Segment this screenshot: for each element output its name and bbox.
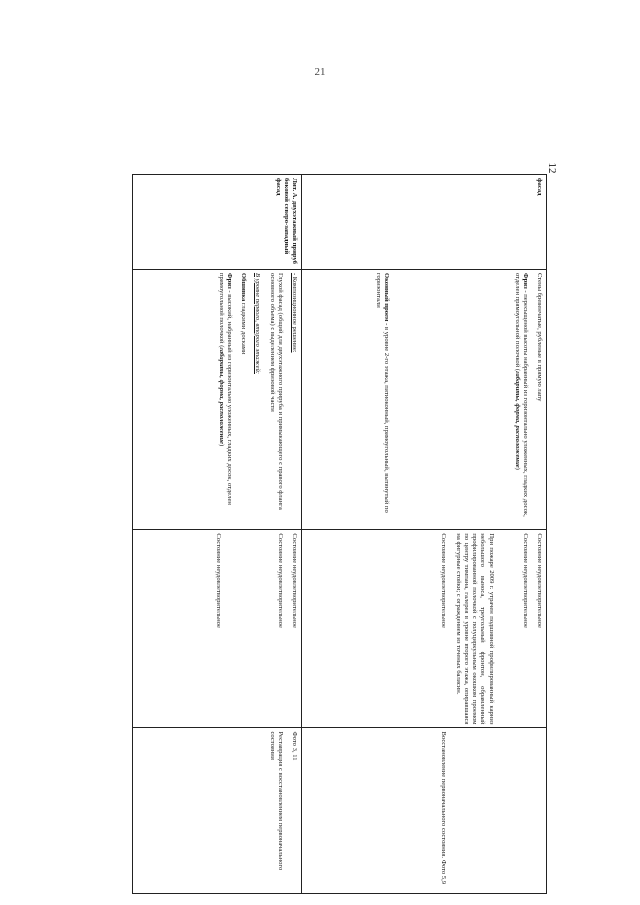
description-cell bbox=[302, 269, 547, 529]
rotated-table-container bbox=[132, 174, 547, 894]
description-text bbox=[374, 273, 390, 526]
condition-text: Состояние неудовлетворительное bbox=[536, 533, 543, 628]
table-row bbox=[302, 175, 547, 894]
recommendation-text: Реставрация с восстановлением первоначального состояния bbox=[268, 731, 284, 871]
term-bold: Фриз bbox=[225, 272, 233, 289]
term-text: - в уровне 2-го этажа, пятиоконный, прямоугольный, вытянутый по горизонтали bbox=[375, 272, 391, 513]
description-text: В уровне первого, второго этажей: bbox=[254, 272, 262, 374]
term-italic: габариты, форма, расположение bbox=[217, 347, 225, 444]
term-text: ) bbox=[217, 443, 225, 447]
rotated-table-wrapper bbox=[132, 174, 547, 894]
condition-text: Состояние неудовлетворительное bbox=[276, 533, 284, 628]
element-name-cell: Лит. А. двухэтажный прируб боковой северо-западный фасад bbox=[133, 175, 302, 270]
term-text: - пересыщеной высоты набранный из горизонтально уложенных, гладких досок, отделен прямоугольной полочкой ( bbox=[513, 272, 529, 517]
description-text: Глухой фасад (общий для двухэтажного прируба и примыкающего с правого фланга основного объема) с выделением фризовой части bbox=[268, 272, 284, 510]
condition-text: Состояние неудовлетворительное bbox=[440, 533, 448, 628]
description-text bbox=[512, 273, 528, 526]
element-name-cell: фасад bbox=[302, 175, 547, 270]
condition-cell bbox=[302, 530, 547, 728]
page-number: 21 bbox=[314, 66, 326, 78]
condition-text: Состояние неудовлетворительное bbox=[521, 533, 529, 628]
table-row bbox=[133, 175, 302, 894]
condition-text: Состояние неудовлетворительное bbox=[214, 533, 222, 628]
term-text: гладкими досками bbox=[240, 301, 248, 355]
heritage-assessment-table bbox=[132, 174, 547, 894]
term-text: - высокий, набранный из горизонтально уложенных, гладких досок, отделен прямоугольной полочкой ( bbox=[217, 272, 233, 505]
term-bold: Обшивка bbox=[240, 272, 248, 302]
term-text: ) bbox=[513, 467, 521, 470]
term-bold: Фриз bbox=[521, 272, 529, 289]
side-page-number: 12 bbox=[546, 162, 558, 174]
term-bold: Оконный проем bbox=[383, 272, 391, 322]
recommendation-cell bbox=[302, 728, 547, 894]
description-cell bbox=[133, 269, 302, 529]
condition-text: Состояние неудовлетворительное bbox=[291, 533, 298, 628]
condition-text: При пожаре 2009 г. утрачен подшивной профилированный карниз небольшого выноса, треугольный фронтон, обрамленный профилированной полочкой с полуциркульным окошком проемом по центру тимпана, галерея в уровне второго этажа, опиравшаяся на фигурные стойки; с ограждением из точеных балясин. bbox=[454, 533, 495, 725]
condition-cell bbox=[133, 530, 302, 728]
recommendation-text: Фото 3, 11 bbox=[291, 731, 298, 761]
description-text bbox=[216, 273, 232, 526]
recommendation-cell bbox=[133, 728, 302, 894]
description-text: - Композиционное решение: bbox=[291, 272, 298, 353]
description-text bbox=[239, 273, 247, 526]
description-text: Стены бревенчатые, рубленые в прямую лапу bbox=[536, 272, 543, 402]
term-italic: габариты, форма, расположение bbox=[513, 371, 521, 468]
recommendation-text: Восстановление первоначального состояния. Фото 5,9 bbox=[440, 731, 447, 885]
